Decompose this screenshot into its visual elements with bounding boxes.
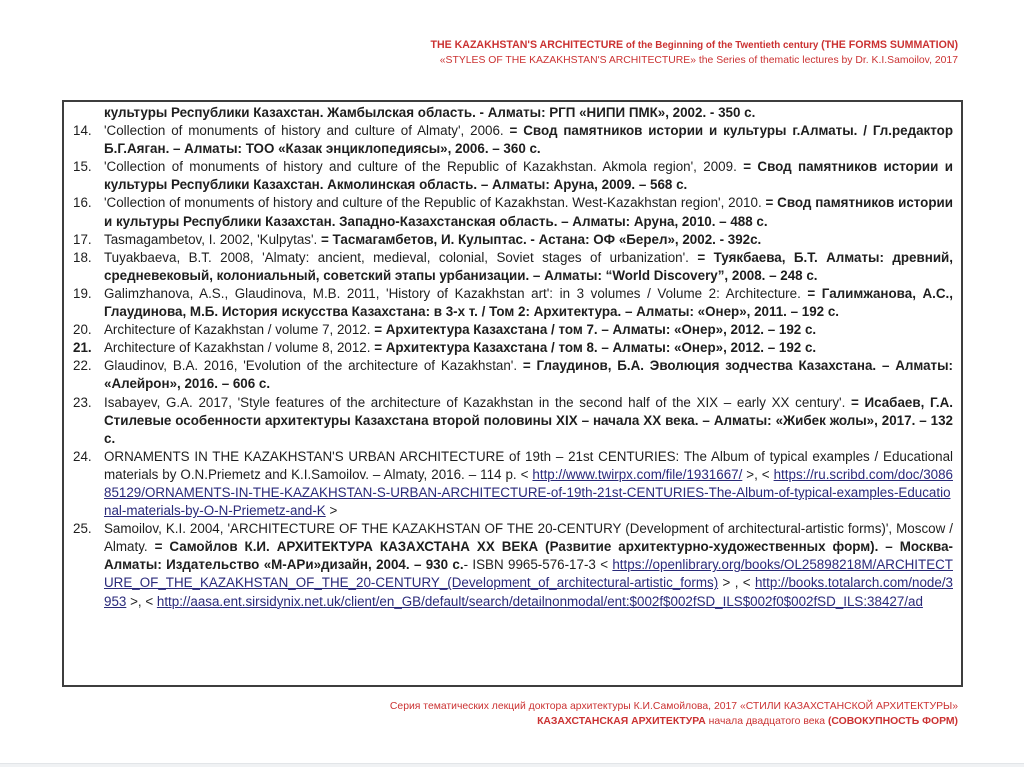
text-segment: > bbox=[325, 503, 338, 519]
hyperlink[interactable]: http://www.twirpx.com/file/1931667/ bbox=[532, 466, 743, 482]
text-segment: = Тасмагамбетов, И. Кулыптас. - Астана: ОФ «Берел», 2002. - 392с. bbox=[321, 231, 762, 247]
item-number: 20. bbox=[73, 322, 92, 338]
continuation-text: культуры Республики Казахстан. Жамбылская область. - Алматы: РГП «НИПИ ПМК», 2002. - 350 с. bbox=[104, 105, 756, 120]
bibliography-item-19 bbox=[73, 285, 953, 321]
bibliography-continuation bbox=[73, 104, 953, 122]
text-segment: >, < bbox=[126, 593, 157, 609]
text-segment: Samoilov, K.I. 2004, 'ARCHITECTURE OF THE KAZAKHSTAN OF THE 20-CENTURY (Development of architectural-artistic forms)', Moscow / Almaty. bbox=[104, 521, 953, 555]
footer-title-suffix: (СОВОКУПНОСТЬ ФОРМ) bbox=[827, 716, 958, 727]
text-segment: >, < bbox=[742, 466, 774, 482]
header-title: THE KAZAKHSTAN'S ARCHITECTURE bbox=[430, 39, 624, 51]
text-segment: = Архитектура Казахстана / том 7. – Алматы: «Онер», 2012. – 192 с. bbox=[374, 322, 817, 338]
text-segment: 'Collection of monuments of history and culture of the Republic of Kazakhstan. West-Kazakhstan region', 2010. bbox=[104, 195, 766, 211]
footer-title: КАЗАХСТАНСКАЯ АРХИТЕКТУРА bbox=[537, 716, 706, 727]
text-segment: 'Collection of monuments of history and culture of Almaty', 2006. bbox=[104, 123, 510, 139]
footer-title-middle: начала двадцатого века bbox=[705, 716, 828, 727]
bibliography-item-15 bbox=[73, 158, 953, 194]
text-segment: Isabayev, G.A. 2017, 'Style features of the architecture of Kazakhstan in the second half of the XIX – early XX century'. bbox=[104, 394, 851, 410]
item-number: 14. bbox=[73, 123, 92, 139]
text-segment: Tasmagambetov, I. 2002, 'Kulpytas'. bbox=[104, 231, 321, 247]
header-title-suffix: (THE FORMS SUMMATION) bbox=[821, 39, 958, 51]
item-number: 17. bbox=[73, 231, 92, 247]
text-segment: = Самойлов К.И. АРХИТЕКТУРА КАЗАХСТАНА XX ВЕКА (Развитие архитектурно-художественных форм). – Москва-Алматы: Издательство «М-АРи»дизайн, 2004. – 930 с. bbox=[104, 539, 953, 573]
bibliography-box bbox=[62, 100, 963, 687]
bibliography-item-20 bbox=[73, 321, 953, 339]
text-segment: = Свод памятников истории и культуры Республики Казахстан. Акмолинская область. – Алматы: Аруна, 2009. – 568 с. bbox=[104, 159, 953, 193]
text-segment: = Глаудинов, Б.А. Эволюция зодчества Казахстана. – Алматы: «Алейрон», 2016. – 606 с. bbox=[104, 358, 953, 392]
text-segment: Galimzhanova, A.S., Glaudinova, M.B. 2011, 'History of Kazakhstan art': in 3 volumes / Volume 2: Architecture. bbox=[104, 285, 808, 301]
slide-footer bbox=[390, 699, 958, 729]
bibliography-item-24 bbox=[73, 448, 953, 520]
text-segment: ORNAMENTS IN THE KAZAKHSTAN'S URBAN ARCHITECTURE of 19th – 21st CENTURIES: The Album of typical examples / Educational materials by O.N.Priemetz and K.I.Samoilov. – Almaty, 2016. – 114 p. < bbox=[104, 448, 953, 482]
bibliography-item-16 bbox=[73, 194, 953, 230]
text-segment: = Исабаев, Г.А. Стилевые особенности архитектуры Казахстана второй половины XIX – начала XX века. – Алматы: «Жибек жолы», 2017. – 132 с. bbox=[104, 394, 953, 446]
hyperlink[interactable]: http://books.totalarch.com/node/3953 bbox=[104, 575, 953, 609]
item-number: 23. bbox=[73, 394, 92, 410]
text-segment: = Архитектура Казахстана / том 8. – Алматы: «Онер», 2012. – 192 с. bbox=[374, 340, 817, 356]
bibliography-list bbox=[73, 122, 953, 611]
text-segment: = Свод памятников истории и культуры Республики Казахстан. Западно-Казахстанская область. – Алматы: Аруна, 2010. – 488 с. bbox=[104, 195, 953, 229]
item-number: 19. bbox=[73, 285, 92, 301]
text-segment: = Галимжанова, А.С., Глаудинова, М.Б. История искусства Казахстана: в 3-х т. / Том 2: Архитектура. – Алматы: «Онер», 2011. – 192 с. bbox=[104, 285, 953, 320]
bibliography-item-23 bbox=[73, 394, 953, 448]
text-segment: Architecture of Kazakhstan / volume 7, 2012. bbox=[104, 322, 375, 338]
text-segment: = Туякбаева, Б.Т. Алматы: древний, средневековый, колониальный, советский этапы урбанизации. – Алматы: “World Discovery”, 2008. – 248 с. bbox=[104, 249, 954, 283]
hyperlink[interactable]: http://aasa.ent.sirsidynix.net.uk/client/en_GB/default/search/detailnonmodal/ent:$002f$002fSD_ILS$002f0$002fSD_ILS:38427/ad bbox=[156, 593, 923, 609]
bibliography-item-22 bbox=[73, 357, 953, 393]
bibliography-item-18 bbox=[73, 249, 953, 285]
item-number: 16. bbox=[73, 195, 92, 211]
item-number: 18. bbox=[73, 249, 92, 265]
text-segment: Glaudinov, B.A. 2016, 'Evolution of the architecture of Kazakhstan'. bbox=[104, 358, 523, 374]
item-number: 22. bbox=[73, 358, 92, 374]
bibliography-item-21 bbox=[73, 339, 953, 357]
text-segment: 'Collection of monuments of history and culture of the Republic of Kazakhstan. Akmola region', 2009. bbox=[104, 159, 744, 175]
text-segment: Tuyakbaeva, B.T. 2008, 'Almaty: ancient, medieval, colonial, Soviet stages of urbanization'. bbox=[104, 249, 698, 265]
text-segment: > , < bbox=[718, 575, 755, 591]
item-number: 15. bbox=[73, 159, 92, 175]
slide-bottom-edge bbox=[0, 763, 1024, 767]
item-number: 24. bbox=[73, 448, 92, 464]
text-segment: - ISBN 9965-576-17-3 < bbox=[463, 557, 613, 573]
item-number: 21. bbox=[73, 340, 92, 356]
text-segment: Architecture of Kazakhstan / volume 8, 2012. bbox=[104, 340, 375, 356]
bibliography-item-25 bbox=[73, 520, 953, 610]
slide-header bbox=[431, 38, 958, 68]
header-title-middle: of the Beginning of the Twentieth century bbox=[623, 40, 822, 51]
header-series-line: «STYLES OF THE KAZAKHSTAN'S ARCHITECTURE» the Series of thematic lectures by Dr. K.I.Samoilov, 2017 bbox=[439, 55, 958, 66]
hyperlink[interactable]: https://ru.scribd.com/doc/308685129/ORNAMENTS-IN-THE-KAZAKHSTAN-S-URBAN-ARCHITECTURE-of-19th-21st-CENTURIES-The-Album-of-typical-examples-Educational-materials-by-O-N-Priemetz-and-K bbox=[104, 466, 953, 519]
hyperlink[interactable]: https://openlibrary.org/books/OL25898218M/ARCHITECTURE_OF_THE_KAZAKHSTAN_OF_THE_20-CENTURY_(Development_of_architectural-artistic_forms) bbox=[104, 557, 953, 591]
bibliography-item-14 bbox=[73, 122, 953, 158]
footer-series-line: Серия тематических лекций доктора архитектуры К.И.Самойлова, 2017 «СТИЛИ КАЗАХСТАНСКОЙ АРХИТЕКТУРЫ» bbox=[389, 701, 958, 712]
text-segment: = Свод памятников истории и культуры г.Алматы. / Гл.редактор Б.Г.Аяган. – Алматы: ТОО «Казак энциклопедиясы», 2006. – 360 с. bbox=[104, 123, 953, 157]
header-title-line bbox=[431, 38, 958, 53]
bibliography-item-17 bbox=[73, 231, 953, 249]
item-number: 25. bbox=[73, 521, 92, 537]
footer-title-line bbox=[390, 714, 958, 729]
